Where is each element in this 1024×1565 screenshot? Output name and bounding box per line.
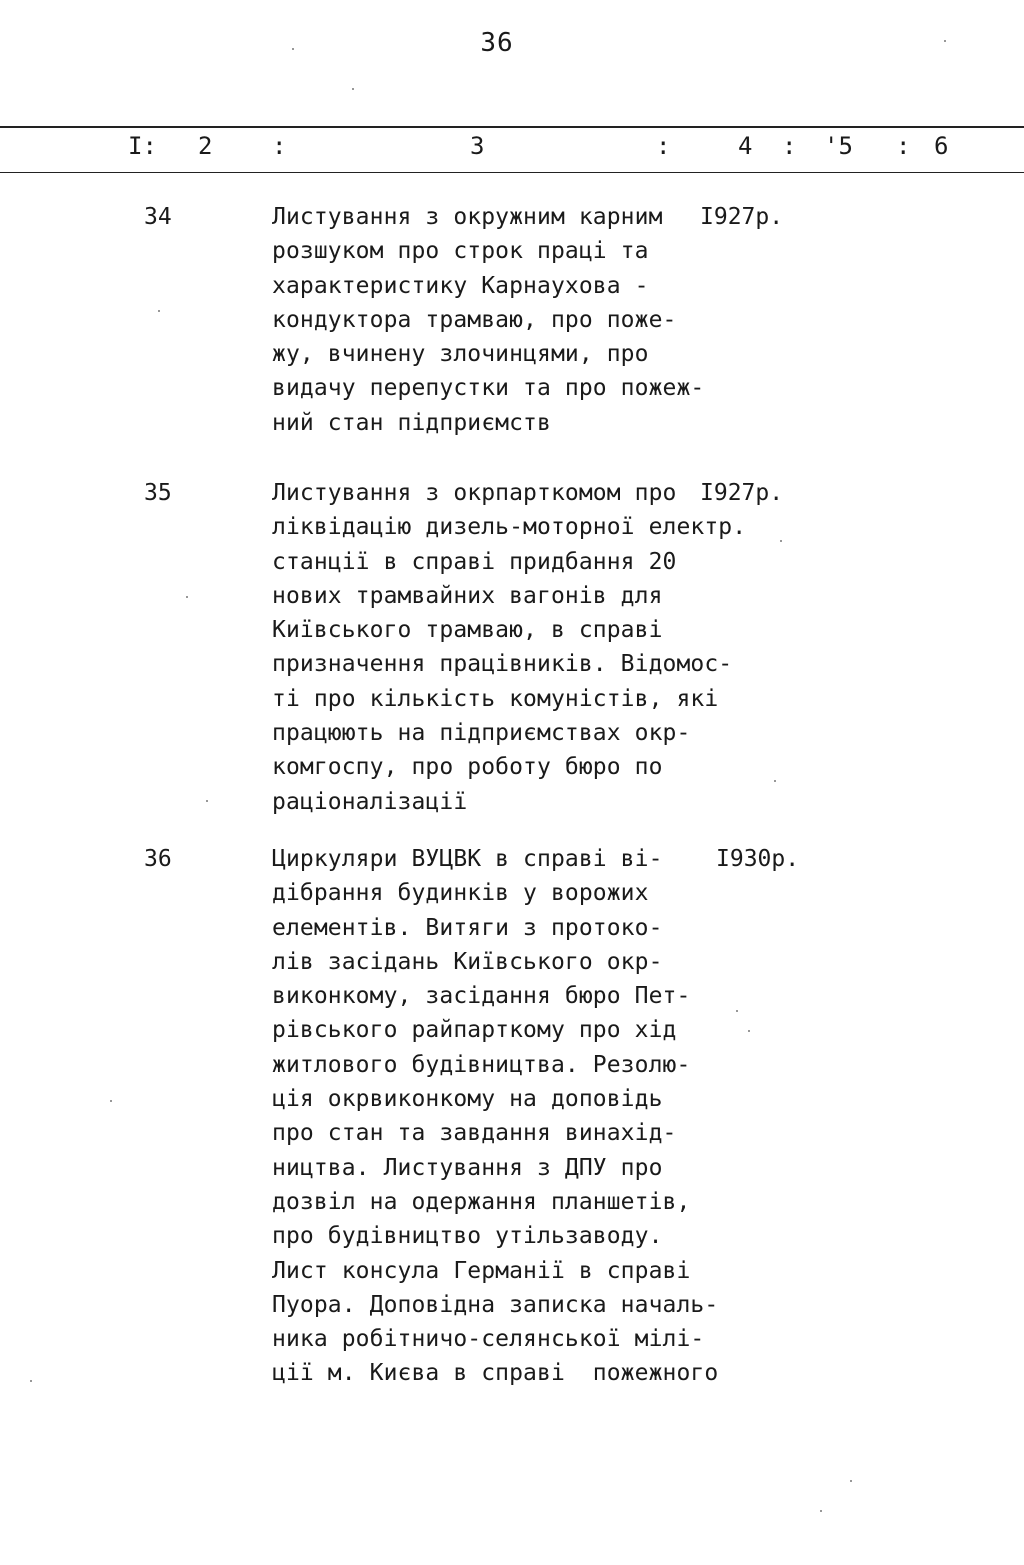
header-col-1: I: xyxy=(128,132,157,160)
scan-speck xyxy=(206,800,208,802)
header-separator-3: : xyxy=(782,132,797,160)
page-number: 36 xyxy=(480,28,514,58)
scan-speck xyxy=(820,1510,822,1512)
scan-speck xyxy=(774,780,776,782)
header-col-2: 2 xyxy=(198,132,213,160)
entry-number: 34 xyxy=(144,204,172,230)
header-top-rule xyxy=(0,126,1024,128)
entry-description: Циркуляри ВУЦВК в справі ві- дібрання будинків у ворожих елементів. Витяги з протоко- лів засідань Київського окр- виконкому, засідання бюро Пет- рівського райпарткому про хід житлового будівництва. Резолю- ція окрвиконкому на доповідь про стан та завдання винахід- ництва. Листування з ДПУ про дозвіл на одержання планшетів, про будівництво утільзаводу. Лист консула Германії в справі Пуора. Доповідна записка началь- ника робітничо-селянської мілі- ції м. Києва в справі пожежного xyxy=(272,846,719,1387)
scan-speck xyxy=(736,1010,738,1012)
entry-description: Листування з окрпарткомом про ліквідацію дизель-моторної електр. станції в справі придбання 20 нових трамвайних вагонів для Київського трамваю, в справі призначення працівників. Відомос- ті про кількість комуністів, які працюють на підприємствах окр- комгоспу, про роботу бюро по раціоналізації xyxy=(272,480,747,815)
entry-date: I930р. xyxy=(716,846,800,872)
scan-speck xyxy=(292,48,294,50)
header-separator-2: : xyxy=(656,132,671,160)
header-separator-1: : xyxy=(272,132,287,160)
scan-speck xyxy=(944,40,946,42)
entry-number: 36 xyxy=(144,846,172,872)
header-col-3: 3 xyxy=(470,132,485,160)
header-separator-4: : xyxy=(896,132,911,160)
scan-speck xyxy=(850,1480,852,1482)
entry-date: I927р. xyxy=(700,480,784,506)
scan-speck xyxy=(186,596,188,598)
entry-number: 35 xyxy=(144,480,172,506)
scan-speck xyxy=(780,540,782,542)
header-col-4: 4 xyxy=(738,132,753,160)
entry-description: Листування з окружним карним розшуком про строк праці та характеристику Карнаухова - кондуктора трамваю, про поже- жу, вчинену злочинцями, про видачу перепустки та про пожеж- ний стан підприємств xyxy=(272,204,705,436)
scan-speck xyxy=(110,1100,112,1102)
header-col-5: '5 xyxy=(824,132,853,160)
entry-date: I927р. xyxy=(700,204,784,230)
scan-speck xyxy=(30,1380,32,1382)
header-col-6: 6 xyxy=(934,132,949,160)
scan-speck xyxy=(748,1030,750,1032)
scan-speck xyxy=(352,88,354,90)
scan-speck xyxy=(158,310,160,312)
header-bottom-rule xyxy=(0,172,1024,173)
